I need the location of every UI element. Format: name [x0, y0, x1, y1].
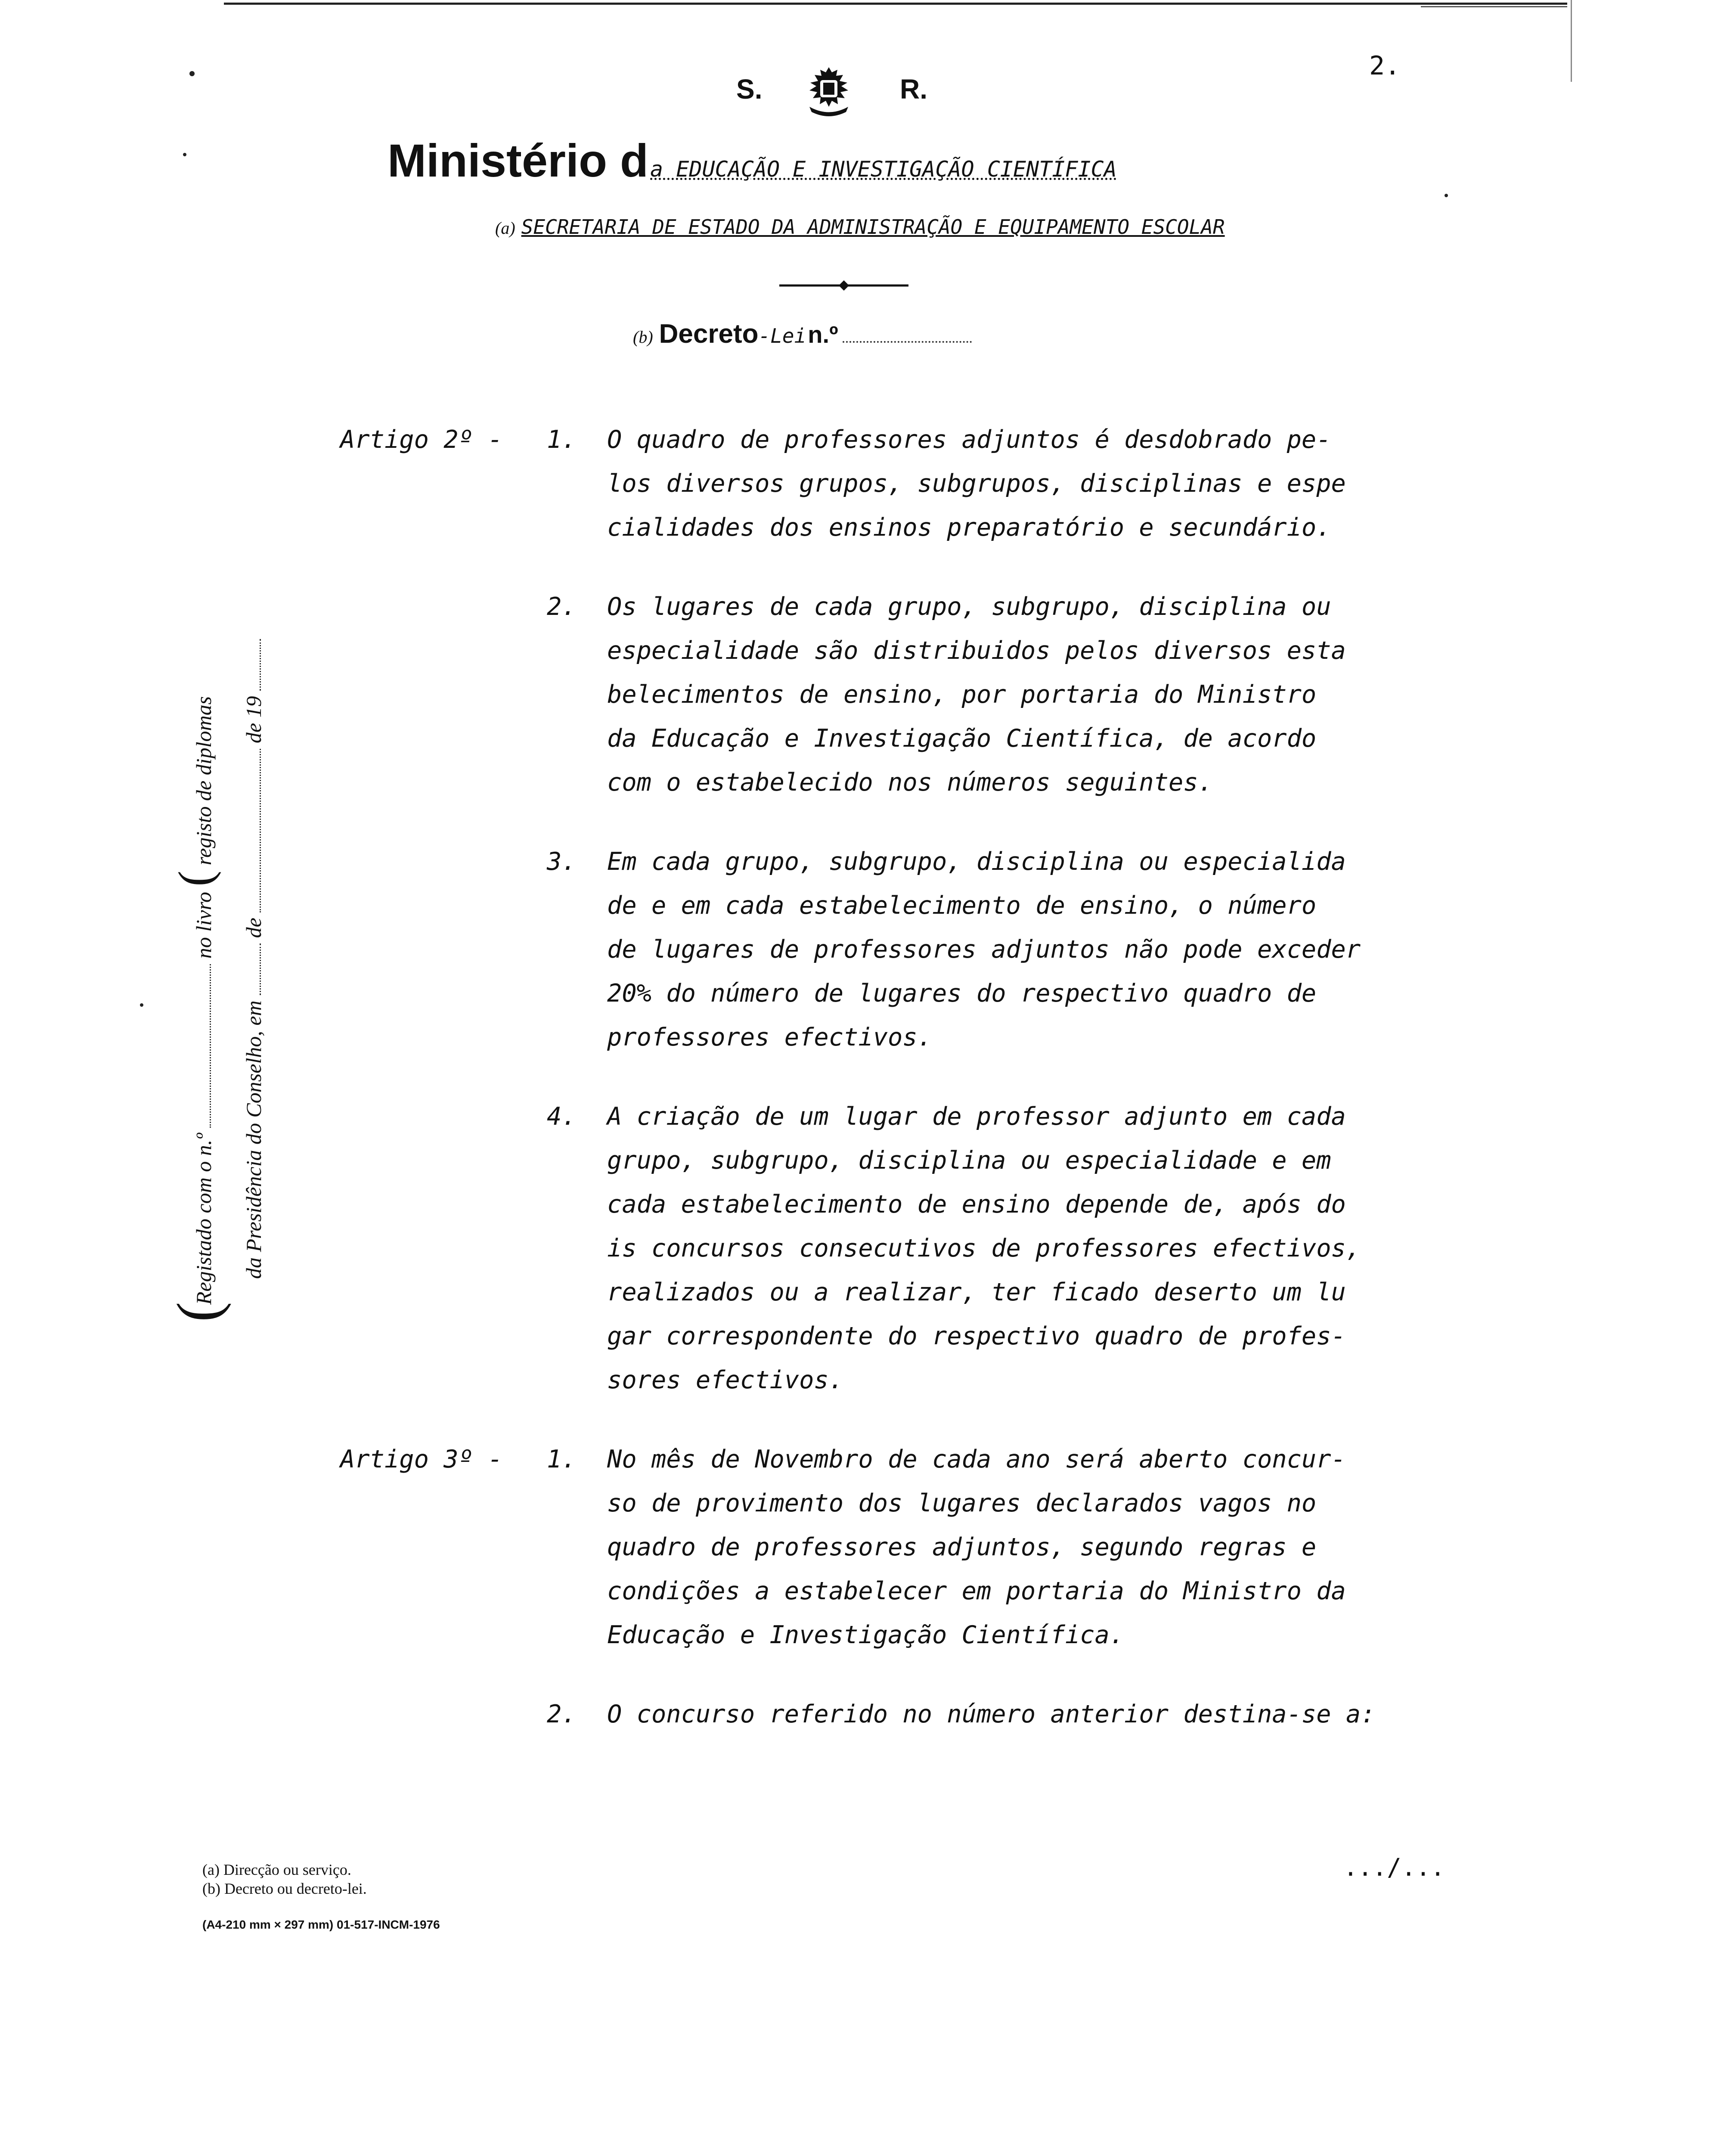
text-line: O quadro de professores adjuntos é desdobrado pe- [607, 425, 1331, 454]
registration-line-2 [241, 639, 266, 1279]
scan-speck [1445, 194, 1448, 197]
text-line: Educação e Investigação Científica. [607, 1621, 1125, 1649]
article-2 [340, 418, 1537, 1402]
margin-bracket-left: ( [165, 1302, 232, 1322]
text-line: so de provimento dos lugares declarados vagos no [607, 1489, 1317, 1517]
divider-ornament-icon [779, 279, 908, 292]
text-line: de lugares de professores adjuntos não pode exceder [607, 935, 1361, 964]
text-line: especialidade são distribuidos pelos diversos esta [607, 636, 1346, 665]
secretariat-marker: (a) [495, 218, 515, 238]
paragraph [340, 1095, 1537, 1402]
top-border-line-2 [1421, 6, 1567, 7]
registration-number-label: Registado com o n.º [192, 1133, 216, 1305]
text-line: Os lugares de cada grupo, subgrupo, disciplina ou [607, 593, 1331, 621]
text-line: de e em cada estabelecimento de ensino, o número [607, 891, 1317, 920]
registration-day-field [242, 943, 261, 995]
registration-margin [103, 495, 319, 1322]
continued-marker: .../... [1343, 1854, 1445, 1882]
text-line: sores efectivos. [607, 1366, 844, 1394]
article-3 [340, 1437, 1537, 1736]
registration-month-field [242, 749, 261, 912]
registration-year-label: de 19 [242, 696, 266, 744]
registration-month-label: de [242, 918, 266, 938]
footnote-b: (b) Decreto ou decreto-lei. [202, 1880, 367, 1897]
registration-line-1: Registado com o n.º no livro ( registo de diplomas [169, 696, 221, 1305]
paragraph [340, 840, 1537, 1059]
text-line: belecimentos de ensino, por portaria do Ministro [607, 680, 1317, 709]
paragraph [340, 1437, 1537, 1657]
secretariat-line [495, 215, 1225, 239]
text-line: professores efectivos. [607, 1023, 932, 1052]
text-line: O concurso referido no número anterior destina-se a: [607, 1700, 1376, 1728]
paragraph-number: 1. [547, 1445, 577, 1474]
form-reference: (A4-210 mm × 297 mm) 01-517-INCM-1976 [202, 1918, 440, 1931]
text-line: da Educação e Investigação Científica, de acordo [607, 724, 1317, 753]
paragraph [340, 585, 1537, 804]
coat-of-arms-icon [797, 64, 861, 120]
text-line: No mês de Novembro de cada ano será aberto concur- [607, 1445, 1346, 1474]
decree-type: -Lei [758, 324, 806, 347]
letterhead-s: S. [736, 74, 763, 105]
secretariat-name: SECRETARIA DE ESTADO DA ADMINISTRAÇÃO E EQUIPAMENTO ESCOLAR [521, 215, 1225, 239]
decree-body [340, 418, 1537, 1736]
text-line: quadro de professores adjuntos, segundo regras e [607, 1533, 1317, 1561]
registration-presidency-label: da Presidência do Conselho, em [242, 1000, 266, 1279]
text-line: gar correspondente do respectivo quadro de profes- [607, 1322, 1346, 1350]
registration-diplomas-label: registo de diplomas [192, 696, 216, 866]
paragraph-number: 1. [547, 425, 577, 454]
decree-number-field [843, 341, 972, 343]
decree-line [633, 319, 972, 349]
scan-speck [183, 153, 186, 156]
text-line: Em cada grupo, subgrupo, disciplina ou especialida [607, 847, 1346, 876]
footnotes [202, 1860, 440, 1934]
ministry-prefix: Ministério d [388, 134, 649, 186]
ministry-title [388, 133, 1117, 187]
paragraph [340, 1692, 1537, 1736]
scan-speck [140, 1003, 143, 1007]
decree-label: Decreto [659, 319, 759, 349]
paragraph [340, 418, 1537, 549]
registration-number-field [192, 964, 211, 1128]
text-line: is concursos consecutivos de professores efectivos, [607, 1234, 1361, 1263]
decree-marker: (b) [633, 327, 653, 347]
text-line: grupo, subgrupo, disciplina ou especialidade e em [607, 1146, 1331, 1175]
top-border-line [224, 3, 1567, 5]
scan-speck [189, 71, 195, 76]
ministry-name: a EDUCAÇÃO E INVESTIGAÇÃO CIENTÍFICA [650, 157, 1117, 182]
page-number: 2. [1369, 51, 1401, 81]
paragraph-number: 2. [547, 1700, 577, 1728]
paragraph-number: 2. [547, 593, 577, 621]
text-line: condições a estabelecer em portaria do Ministro da [607, 1577, 1346, 1605]
text-line: realizados ou a realizar, ter ficado deserto um lu [607, 1278, 1346, 1306]
article-label: Artigo 2º - [340, 425, 503, 454]
footnote-a: (a) Direcção ou serviço. [202, 1861, 351, 1878]
letterhead-r: R. [900, 74, 927, 105]
text-line: cialidades dos ensinos preparatório e secundário. [607, 513, 1331, 542]
article-label: Artigo 3º - [340, 1445, 503, 1474]
text-line: cada estabelecimento de ensino depende de, após do [607, 1190, 1346, 1219]
letterhead-sr [736, 64, 960, 120]
decree-number-label: n.º [808, 321, 838, 348]
registration-book-label: no livro [192, 892, 216, 959]
page-edge-line [1571, 0, 1572, 82]
text-line: los diversos grupos, subgrupos, disciplinas e espe [607, 469, 1346, 498]
text-line: A criação de um lugar de professor adjunto em cada [607, 1102, 1346, 1131]
text-line: 20% do número de lugares do respectivo quadro de [607, 979, 1317, 1008]
paragraph-number: 3. [547, 847, 577, 876]
paragraph-number: 4. [547, 1102, 577, 1131]
registration-year-field [242, 639, 261, 691]
text-line: com o estabelecido nos números seguintes. [607, 768, 1213, 797]
